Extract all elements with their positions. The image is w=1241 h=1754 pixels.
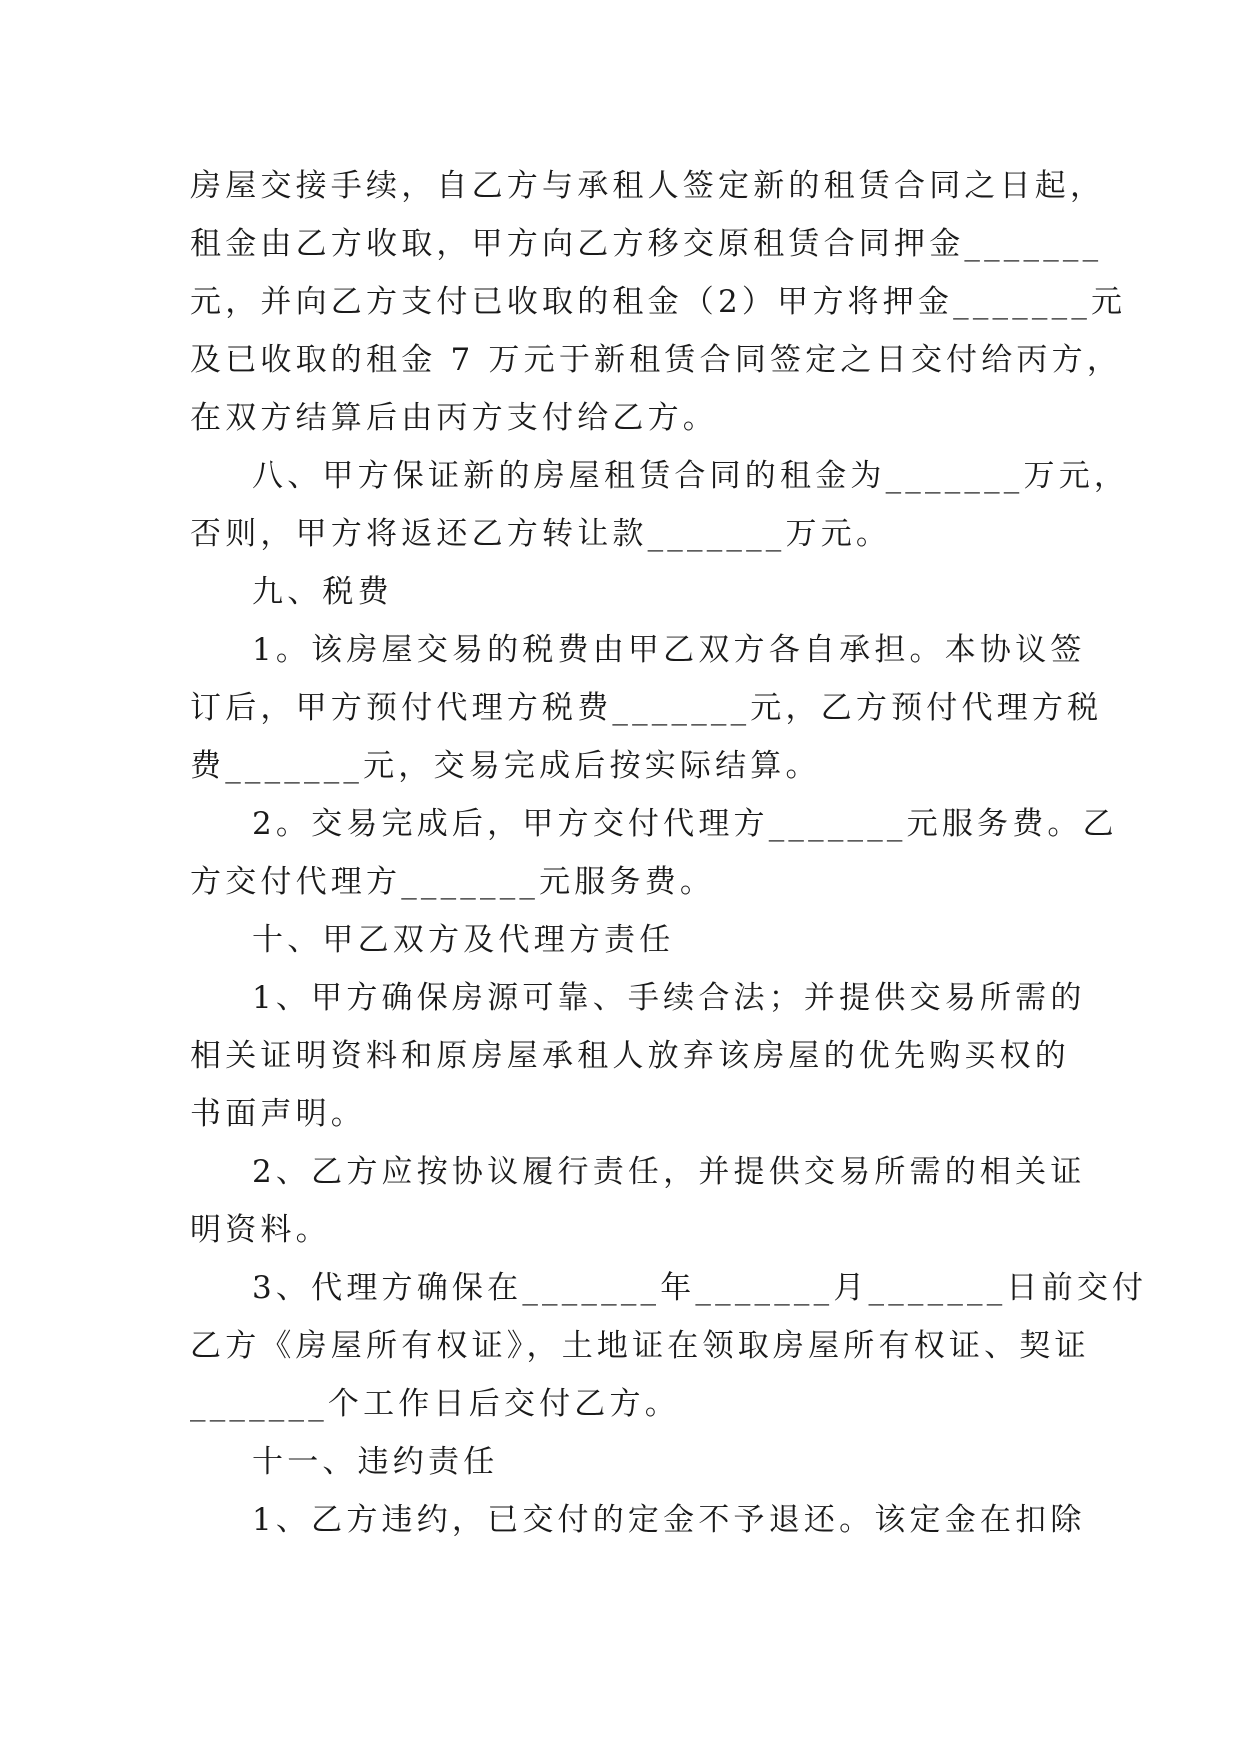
text-line: 在双方结算后由丙方支付给乙方。 [190,400,718,436]
clause-line: 2。交易完成后，甲方交付代理方_______元服务费。乙 [252,806,1118,842]
text-line: 否则，甲方将返还乙方转让款_______万元。 [190,516,892,552]
section-9-heading: 九、税费 [252,574,393,610]
text-line: _______个工作日后交付乙方。 [190,1386,680,1422]
text-line: 乙方《房屋所有权证》，土地证在领取房屋所有权证、契证 [190,1328,1090,1364]
text-line: 书面声明。 [190,1096,366,1132]
text-line: 房屋交接手续，自乙方与承租人签定新的租赁合同之日起， [190,168,1106,204]
section-11-heading: 十一、违约责任 [252,1444,499,1480]
clause-line: 1、甲方确保房源可靠、手续合法；并提供交易所需的 [252,980,1086,1016]
clause-line: 1。该房屋交易的税费由甲乙双方各自承担。本协议签 [252,632,1086,668]
section-10-heading: 十、甲乙双方及代理方责任 [252,922,675,958]
text-line: 订后，甲方预付代理方税费_______元，乙方预付代理方税 [190,690,1103,726]
text-line: 及已收取的租金 7 万元于新租赁合同签定之日交付给丙方， [190,342,1123,378]
text-line: 元，并向乙方支付已收取的租金（2）甲方将押金_______元 [190,284,1127,320]
text-line: 费_______元，交易完成后按实际结算。 [190,748,821,784]
clause-line: 3、代理方确保在_______年_______月_______日前交付 [252,1270,1148,1306]
text-line: 方交付代理方_______元服务费。 [190,864,716,900]
text-line: 租金由乙方收取，甲方向乙方移交原租赁合同押金_______ [190,226,1103,262]
text-line: 相关证明资料和原房屋承租人放弃该房屋的优先购买权的 [190,1038,1070,1074]
clause-line: 1、乙方违约，已交付的定金不予退还。该定金在扣除 [252,1502,1086,1538]
text-line: 明资料。 [190,1212,331,1248]
clause-line: 2、乙方应按协议履行责任，并提供交易所需的相关证 [252,1154,1086,1190]
section-8-line: 八、甲方保证新的房屋租赁合同的租金为_______万元， [252,458,1130,494]
